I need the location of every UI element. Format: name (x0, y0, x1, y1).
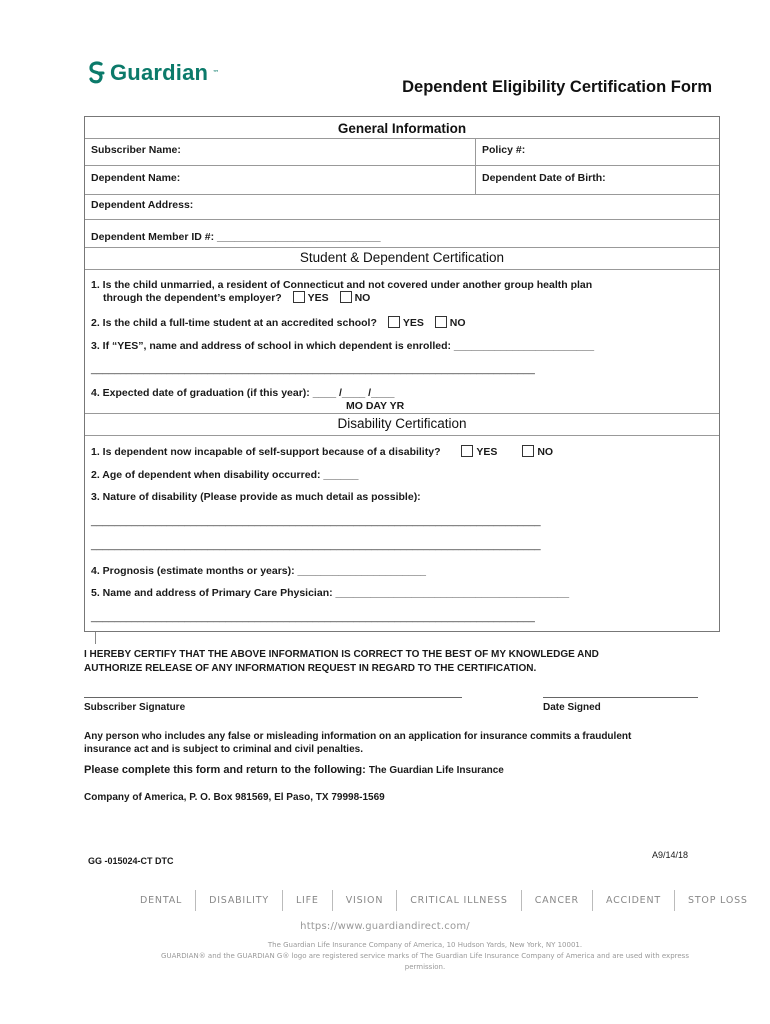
return-instructions: Please complete this form and return to the following: The Guardian Life Insurance (84, 764, 504, 776)
cursor-marker (95, 632, 96, 644)
fraud-warning: Any person who includes any false or misleading information on an application for insurance commits a fraudulent insurance act and is subject to criminal and civil penalties. (84, 731, 632, 755)
dependent-dob-field[interactable]: Dependent Date of Birth: (482, 172, 606, 184)
disability-q1: 1. Is dependent now incapable of self-support because of a disability? YES NO (91, 446, 554, 458)
site-url-link[interactable]: https://www.guardiandirect.com/ (300, 921, 470, 932)
subscriber-signature-line[interactable] (84, 697, 462, 698)
subscriber-name-field[interactable]: Subscriber Name: (91, 144, 181, 156)
dependent-member-id-field[interactable]: Dependent Member ID #: ____________________________ (91, 231, 381, 243)
student-q4[interactable]: 4. Expected date of graduation (if this year): ____ /____ /____ (91, 387, 395, 399)
disability-q4[interactable]: 4. Prognosis (estimate months or years): ______________________ (91, 565, 427, 577)
student-cert-title: Student & Dependent Certification (299, 250, 505, 265)
nav-cancer[interactable]: CANCER (522, 890, 593, 911)
disability-cert-title: Disability Certification (337, 416, 467, 431)
nav-stop-loss[interactable]: STOP LOSS (688, 895, 748, 906)
student-q2-no-checkbox[interactable] (435, 316, 447, 328)
graduation-date-labels: MO DAY YR (346, 400, 405, 412)
disability-q5[interactable]: 5. Name and address of Primary Care Physician: ________________________________________ (91, 587, 570, 599)
disability-q3: 3. Nature of disability (Please provide as much detail as possible): (91, 491, 421, 503)
dependent-address-field[interactable]: Dependent Address: (91, 199, 194, 211)
logo-trademark: ™ (212, 69, 220, 77)
nav-vision[interactable]: VISION (333, 890, 398, 911)
logo-text: Guardian (110, 60, 209, 85)
form-table (84, 116, 720, 632)
student-q3[interactable]: 3. If “YES”, name and address of school in which dependent is enrolled: ________________________ (91, 340, 595, 352)
nav-dental[interactable]: DENTAL (128, 890, 196, 911)
guardian-logo (88, 60, 219, 86)
disability-q5-cont[interactable]: ____________________________________________________________________________ (91, 611, 535, 623)
form-title: Dependent Eligibility Certification Form (402, 78, 712, 96)
nav-accident[interactable]: ACCIDENT (593, 890, 675, 911)
nav-disability[interactable]: DISABILITY (196, 890, 283, 911)
disability-q2[interactable]: 2. Age of dependent when disability occurred: ______ (91, 469, 359, 481)
student-q1-no-checkbox[interactable] (340, 291, 352, 303)
nav-life[interactable]: LIFE (283, 890, 333, 911)
return-address: Company of America, P. O. Box 981569, El Paso, TX 79998-1569 (84, 792, 385, 803)
disability-q1-no-checkbox[interactable] (522, 445, 534, 457)
subscriber-signature-label: Subscriber Signature (84, 702, 186, 713)
disability-q3-line-2[interactable]: _____________________________________________________________________________ (91, 539, 541, 551)
legal-notice: The Guardian Life Insurance Company of America, 10 Hudson Yards, New York, NY 10001. GUARDIAN® and the GUARDIAN G® logo are registered service marks of The Guardian Life Insurance Company of America and are used with express permission. (161, 941, 689, 971)
date-signed-line[interactable] (543, 697, 698, 698)
dependent-name-field[interactable]: Dependent Name: (91, 172, 181, 184)
guardian-g-icon (88, 61, 106, 85)
certification-statement: I HEREBY CERTIFY THAT THE ABOVE INFORMATION IS CORRECT TO THE BEST OF MY KNOWLEDGE AND AUTHORIZE RELEASE OF ANY INFORMATION REQUEST IN REGARD TO THE CERTIFICATION. (84, 649, 599, 674)
general-info-title: General Information (337, 121, 467, 136)
product-nav (128, 890, 761, 911)
disability-q3-line-1[interactable]: _____________________________________________________________________________ (91, 515, 541, 527)
policy-number-field[interactable]: Policy #: (482, 144, 526, 156)
student-q1-cont: through the dependent’s employer? YES NO (103, 292, 371, 304)
student-q2: 2. Is the child a full-time student at an accredited school? YES NO (91, 317, 466, 329)
nav-critical-illness[interactable]: CRITICAL ILLNESS (397, 890, 521, 911)
student-q1: 1. Is the child unmarried, a resident of Connecticut and not covered under another group health plan (91, 279, 593, 291)
student-q2-yes-checkbox[interactable] (388, 316, 400, 328)
student-q3-cont[interactable]: ____________________________________________________________________________ (91, 363, 535, 375)
disability-q1-yes-checkbox[interactable] (461, 445, 473, 457)
revision-date: A9/14/18 (652, 850, 689, 860)
student-q1-yes-checkbox[interactable] (293, 291, 305, 303)
form-code: GG -015024-CT DTC (88, 856, 174, 866)
date-signed-label: Date Signed (543, 702, 601, 713)
